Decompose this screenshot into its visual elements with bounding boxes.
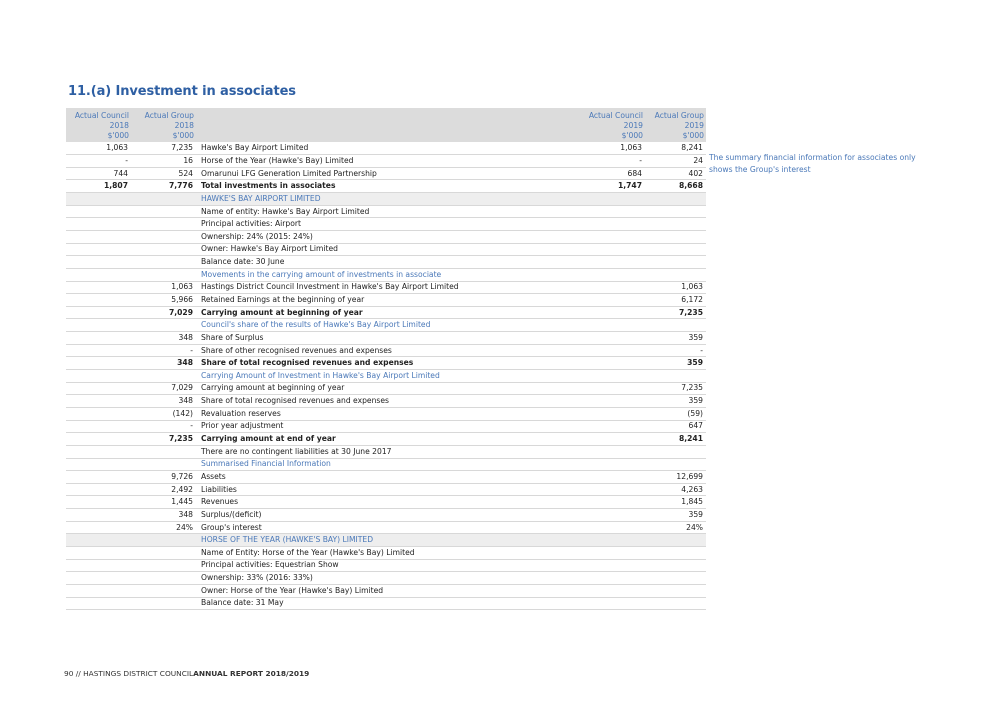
council-2018-cell [66,382,131,395]
group-2019-cell: 7,235 [645,306,706,319]
council-2019-cell: 1,747 [579,180,645,193]
description-cell: Ownership: 33% (2016: 33%) [196,572,579,585]
group-2018-cell [131,445,196,458]
table-row [66,407,706,420]
group-2019-cell: 402 [645,167,706,180]
group-2018-cell [131,370,196,383]
group-2018-cell: 348 [131,509,196,522]
group-2019-cell: 24 [645,155,706,168]
council-2019-cell [579,382,645,395]
table-row [66,256,706,269]
group-2018-cell [131,205,196,218]
council-2018-cell [66,344,131,357]
group-2019-cell [645,268,706,281]
header-council-2018: Actual Council 2018 $'000 [66,108,131,142]
description-cell: Liabilities [196,483,579,496]
council-2019-cell [579,193,645,206]
section-row [66,193,706,206]
council-2018-cell [66,509,131,522]
council-2018-cell [66,559,131,572]
footer-page: 90 // HASTINGS DISTRICT COUNCIL [64,669,194,678]
description-cell: There are no contingent liabilities at 30 June 2017 [196,445,579,458]
description-cell: Carrying amount at end of year [196,433,579,446]
council-2018-cell [66,445,131,458]
investment-table [66,108,706,610]
council-2018-cell [66,294,131,307]
council-2018-cell [66,256,131,269]
page-title: 11.(a) Investment in associates [68,84,296,99]
group-2018-cell [131,559,196,572]
description-cell: Share of Surplus [196,332,579,345]
group-2018-cell: - [131,344,196,357]
header-description [196,108,579,142]
group-2018-cell: (142) [131,407,196,420]
council-2019-cell [579,319,645,332]
description-cell: Omarunui LFG Generation Limited Partnership [196,167,579,180]
council-2018-cell [66,420,131,433]
council-2019-cell [579,509,645,522]
group-2018-cell: 348 [131,357,196,370]
subheading-row [66,370,706,383]
group-2019-cell: 6,172 [645,294,706,307]
group-2019-cell: (59) [645,407,706,420]
council-2019-cell [579,294,645,307]
table-row [66,584,706,597]
description-cell: Owner: Horse of the Year (Hawke's Bay) Limited [196,584,579,597]
description-cell: Hawke's Bay Airport Limited [196,142,579,155]
table-row [66,230,706,243]
council-2018-cell [66,471,131,484]
group-2019-cell: 359 [645,395,706,408]
council-2019-cell [579,357,645,370]
council-2019-cell [579,306,645,319]
council-2019-cell [579,243,645,256]
group-2019-cell [645,445,706,458]
council-2019-cell [579,370,645,383]
description-cell: Balance date: 31 May [196,597,579,610]
council-2018-cell [66,230,131,243]
council-2019-cell [579,559,645,572]
council-2018-cell [66,357,131,370]
group-2019-cell [645,584,706,597]
group-2018-cell: 2,492 [131,483,196,496]
description-cell: Horse of the Year (Hawke's Bay) Limited [196,155,579,168]
council-2018-cell [66,370,131,383]
group-2019-cell: - [645,344,706,357]
group-2018-cell [131,230,196,243]
table-row [66,155,706,168]
group-2018-cell: - [131,420,196,433]
description-cell: Assets [196,471,579,484]
group-2018-cell: 7,235 [131,433,196,446]
council-2018-cell: 744 [66,167,131,180]
table-row [66,306,706,319]
group-2018-cell: 524 [131,167,196,180]
page-footer [64,669,309,678]
council-2018-cell [66,496,131,509]
group-2019-cell [645,458,706,471]
group-2019-cell [645,572,706,585]
group-2019-cell [645,547,706,560]
council-2018-cell: - [66,155,131,168]
group-2018-cell [131,193,196,206]
group-2019-cell: 359 [645,509,706,522]
section-row [66,534,706,547]
council-2018-cell [66,306,131,319]
council-2019-cell [579,256,645,269]
group-2018-cell: 348 [131,332,196,345]
description-cell: Ownership: 24% (2015: 24%) [196,230,579,243]
table-row [66,142,706,155]
table-row [66,483,706,496]
council-2019-cell [579,230,645,243]
council-2018-cell [66,395,131,408]
group-2018-cell [131,597,196,610]
council-2019-cell [579,547,645,560]
council-2018-cell [66,572,131,585]
header-council-2019: Actual Council 2019 $'000 [579,108,645,142]
description-cell: Carrying amount at beginning of year [196,306,579,319]
description-cell: Prior year adjustment [196,420,579,433]
group-2018-cell: 7,776 [131,180,196,193]
footer-report-title: ANNUAL REPORT 2018/2019 [193,669,310,678]
table-row [66,180,706,193]
group-2018-cell [131,572,196,585]
group-2019-cell: 4,263 [645,483,706,496]
table-row [66,597,706,610]
group-2019-cell: 8,668 [645,180,706,193]
group-2019-cell [645,534,706,547]
group-2018-cell [131,268,196,281]
table-row [66,357,706,370]
description-cell: Retained Earnings at the beginning of year [196,294,579,307]
description-cell: HAWKE'S BAY AIRPORT LIMITED [196,193,579,206]
description-cell: Revenues [196,496,579,509]
side-note: The summary financial information for associates only shows the Group's interest [709,153,916,174]
council-2019-cell [579,205,645,218]
council-2019-cell [579,458,645,471]
council-2018-cell [66,193,131,206]
council-2019-cell [579,597,645,610]
council-2018-cell [66,521,131,534]
table-row [66,243,706,256]
description-cell: Name of Entity: Horse of the Year (Hawke's Bay) Limited [196,547,579,560]
group-2019-cell [645,230,706,243]
council-2019-cell [579,471,645,484]
council-2018-cell: 1,807 [66,180,131,193]
council-2018-cell [66,281,131,294]
description-cell: Name of entity: Hawke's Bay Airport Limited [196,205,579,218]
table-row [66,167,706,180]
council-2018-cell [66,597,131,610]
table-row [66,433,706,446]
group-2018-cell: 9,726 [131,471,196,484]
subheading-row [66,319,706,332]
group-2018-cell: 7,029 [131,382,196,395]
group-2019-cell [645,243,706,256]
council-2018-cell [66,584,131,597]
council-2019-cell [579,572,645,585]
group-2018-cell [131,584,196,597]
description-cell: Share of total recognised revenues and expenses [196,357,579,370]
description-cell: Group's interest [196,521,579,534]
council-2019-cell [579,483,645,496]
description-cell: Carrying Amount of Investment in Hawke's Bay Airport Limited [196,370,579,383]
table-row [66,559,706,572]
description-cell: Movements in the carrying amount of investments in associate [196,268,579,281]
group-2019-cell [645,193,706,206]
description-cell: HORSE OF THE YEAR (HAWKE'S BAY) LIMITED [196,534,579,547]
description-cell: Principal activities: Airport [196,218,579,231]
group-2019-cell [645,370,706,383]
table-row [66,218,706,231]
table-header-row [66,108,706,142]
description-cell: Balance date: 30 June [196,256,579,269]
council-2018-cell: 1,063 [66,142,131,155]
council-2019-cell [579,534,645,547]
council-2019-cell [579,433,645,446]
group-2018-cell: 7,235 [131,142,196,155]
group-2019-cell: 359 [645,332,706,345]
council-2019-cell [579,268,645,281]
council-2018-cell [66,433,131,446]
council-2019-cell [579,521,645,534]
table-row [66,572,706,585]
table-row [66,547,706,560]
table-row [66,496,706,509]
group-2018-cell: 348 [131,395,196,408]
group-2018-cell: 1,445 [131,496,196,509]
group-2019-cell: 8,241 [645,433,706,446]
group-2019-cell [645,256,706,269]
table-row [66,294,706,307]
description-cell: Owner: Hawke's Bay Airport Limited [196,243,579,256]
group-2018-cell: 24% [131,521,196,534]
group-2019-cell: 647 [645,420,706,433]
council-2019-cell [579,420,645,433]
table-row [66,445,706,458]
group-2019-cell [645,319,706,332]
description-cell: Surplus/(deficit) [196,509,579,522]
group-2019-cell: 7,235 [645,382,706,395]
table-row [66,395,706,408]
council-2018-cell [66,407,131,420]
table-row [66,509,706,522]
council-2019-cell [579,344,645,357]
group-2019-cell [645,597,706,610]
description-cell: Principal activities: Equestrian Show [196,559,579,572]
council-2018-cell [66,319,131,332]
group-2018-cell: 7,029 [131,306,196,319]
council-2019-cell [579,407,645,420]
council-2019-cell [579,281,645,294]
council-2018-cell [66,218,131,231]
council-2018-cell [66,268,131,281]
table-row [66,344,706,357]
description-cell: Hastings District Council Investment in Hawke's Bay Airport Limited [196,281,579,294]
group-2018-cell: 5,966 [131,294,196,307]
group-2019-cell [645,559,706,572]
group-2018-cell [131,458,196,471]
table-row [66,281,706,294]
table-row [66,521,706,534]
council-2019-cell [579,496,645,509]
council-2018-cell [66,483,131,496]
group-2018-cell [131,243,196,256]
group-2018-cell [131,547,196,560]
subheading-row [66,458,706,471]
description-cell: Share of other recognised revenues and expenses [196,344,579,357]
table-body [66,142,706,610]
description-cell: Summarised Financial Information [196,458,579,471]
table-row [66,332,706,345]
council-2018-cell [66,243,131,256]
group-2019-cell: 12,699 [645,471,706,484]
description-cell: Council's share of the results of Hawke's Bay Airport Limited [196,319,579,332]
group-2019-cell: 8,241 [645,142,706,155]
group-2019-cell: 1,063 [645,281,706,294]
council-2019-cell [579,395,645,408]
table-row [66,205,706,218]
council-2018-cell [66,332,131,345]
group-2018-cell: 16 [131,155,196,168]
group-2019-cell: 24% [645,521,706,534]
table-row [66,471,706,484]
description-cell: Total investments in associates [196,180,579,193]
table-row [66,420,706,433]
description-cell: Share of total recognised revenues and expenses [196,395,579,408]
council-2019-cell: 1,063 [579,142,645,155]
council-2019-cell: 684 [579,167,645,180]
group-2019-cell [645,205,706,218]
header-group-2019: Actual Group 2019 $'000 [645,108,706,142]
group-2018-cell [131,319,196,332]
council-2019-cell: - [579,155,645,168]
group-2018-cell [131,534,196,547]
header-group-2018: Actual Group 2018 $'000 [131,108,196,142]
group-2018-cell [131,256,196,269]
council-2019-cell [579,584,645,597]
subheading-row [66,268,706,281]
council-2019-cell [579,218,645,231]
table-row [66,382,706,395]
council-2018-cell [66,534,131,547]
description-cell: Revaluation reserves [196,407,579,420]
council-2019-cell [579,445,645,458]
council-2018-cell [66,205,131,218]
group-2018-cell: 1,063 [131,281,196,294]
group-2018-cell [131,218,196,231]
council-2019-cell [579,332,645,345]
council-2018-cell [66,458,131,471]
description-cell: Carrying amount at beginning of year [196,382,579,395]
group-2019-cell: 359 [645,357,706,370]
council-2018-cell [66,547,131,560]
group-2019-cell [645,218,706,231]
group-2019-cell: 1,845 [645,496,706,509]
